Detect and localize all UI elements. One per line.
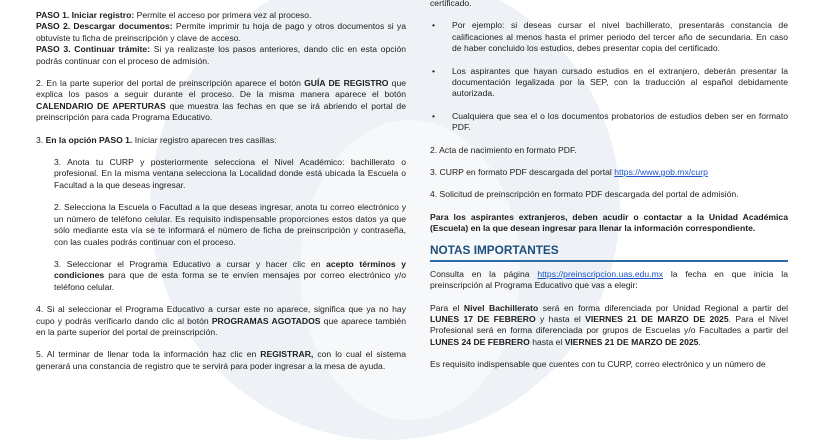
right-column <box>430 0 788 371</box>
sub-item-curp: 3. Anota tu CURP y posteriormente selecciona el Nivel Académico: bachillerato o profesional. En la misma ventana selecciona la Localidad donde está ubicada la Escuela o Facultad a la que deseas ingresar. <box>54 157 406 190</box>
preinscripcion-link[interactable]: https://preinscripcion.uas.edu.mx <box>537 268 663 279</box>
paso-1: PASO 1. Iniciar registro: Permite el acceso por primera vez al proceso. <box>36 10 312 20</box>
item-4-programas-agotados: 4. Si al seleccionar el Programa Educativo a cursar este no aparece, significa que ya no hay cupo y podrás verificarlo dando clic al botón PROGRAMAS AGOTADOS que aparece también en la parte superior del portal de preinscripción. <box>36 304 406 337</box>
bullet-formato-pdf: • Cualquiera que sea el o los documentos probatorios de estudios deben ser en formato PDF. <box>432 110 788 133</box>
paso-2: PASO 2. Descargar documentos: Permite imprimir tu hoja de pago y otros documentos si ya obtuviste tu ficha de preinscripción y clave de acceso. <box>36 21 407 43</box>
sub-item-escuela: 2. Selecciona la Escuela o Facultad a la que deseas ingresar, anota tu correo electrónico y un número de teléfono celular. Es requisito indispensable proporciones estos datos ya que sólo mediante esta vía se te informará el número de ficha de preinscripción y contraseña, con las cuales podrás continuar con el proceso. <box>54 202 406 247</box>
paso-3: PASO 3. Continuar trámite: Si ya realizaste los pasos anteriores, dando clic en esta opción podrás continuar con el proceso de admisión. <box>36 44 407 66</box>
item-3-paso-1: 3. En la opción PASO 1. Iniciar registro aparecen tres casillas: <box>36 134 277 145</box>
notas-importantes-heading: NOTAS IMPORTANTES <box>430 242 559 257</box>
sub-item-programa: 3. Seleccionar el Programa Educativo a cursar y hacer clic en acepto términos y condiciones para que de esta forma se te envíen mensajes por correo electrónico y/o teléfono celular. <box>54 258 406 292</box>
doc-acta: 2. Acta de nacimiento en formato PDF. <box>430 144 577 155</box>
consulta-paragraph: Consulta en la página https://preinscripcion.uas.edu.mx la fecha en que inicia la preinscripción al Programa Educativo que vas a elegir: <box>430 268 788 291</box>
doc-solicitud: 4. Solicitud de preinscripción en formato PDF descargada del portal de admisión. <box>430 189 739 200</box>
left-column <box>36 10 406 372</box>
heading-rule <box>430 260 788 262</box>
fechas-paragraph: Para el Nivel Bachillerato será en forma diferenciada por Unidad Regional a partir del LUNES 17 DE FEBRERO y hasta el VIERNES 21 DE MARZO DE 2025. Para el Nivel Profesional será en forma diferenciada por grupos de Escuelas y/o Facultades a partir del LUNES 24 DE FEBRERO hasta el VIERNES 21 DE MARZO DE 2025. <box>430 302 789 347</box>
extranjeros-note: Para los aspirantes extranjeros, deben acudir o contactar a la Unidad Académica (Escuela) en la que desean ingresar para llenar la información correspondiente. <box>430 211 788 234</box>
item-5-registrar: 5. Al terminar de llenar toda la información haz clic en REGISTRAR, con lo cual el sistema generará una constancia de registro que te servirá para poder ingresar a la mesa de ayuda. <box>36 349 406 371</box>
doc-curp: 3. CURP en formato PDF descargada del portal https://www.gob.mx/curp <box>430 167 708 178</box>
bullet-ejemplo: • Por ejemplo: si deseas cursar el nivel bachillerato, presentarás constancia de calificaciones al menos hasta el primer periodo del tercer año de secundaria. En caso de haber concluido los estudios, debes presentar copia del certificado. <box>432 20 788 54</box>
item-2-guia-registro: 2. En la parte superior del portal de preinscripción aparece el botón GUÍA DE REGISTRO que explica los pasos a seguir durante el proceso. De la misma manera aparece el botón CALENDARIO DE APERTURAS que muestra las fechas en que se irá abriendo el portal de preinscripción para cada Programa Educativo. <box>36 78 406 123</box>
bullet-extranjero: • Los aspirantes que hayan cursado estudios en el extranjero, deberán presentar la documentación legalizada por la SEP, con la traducción al español debidamente autorizada. <box>432 65 788 99</box>
curp-link[interactable]: https://www.gob.mx/curp <box>614 167 708 178</box>
requisito-paragraph: Es requisito indispensable que cuentes con tu CURP, correo electrónico y un número de <box>430 359 766 370</box>
certificado-line: certificado. <box>430 0 472 8</box>
